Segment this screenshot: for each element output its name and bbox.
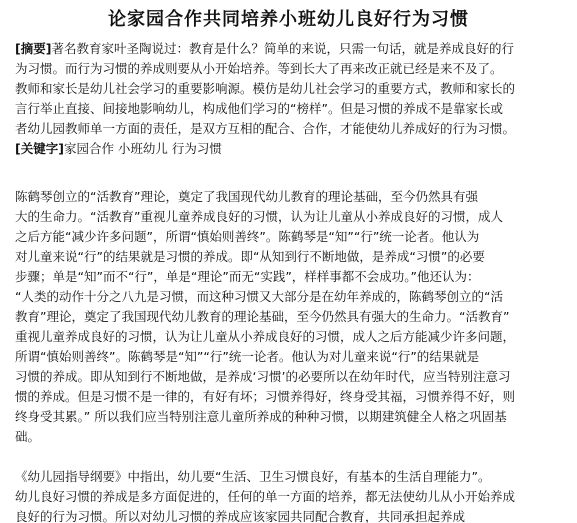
abstract-label: [摘要] (15, 41, 52, 56)
body-line: 步骤；单是“知”而不“行”，单是“理论”而无“实践”，样样事都不会成功。”他还认为： (15, 269, 480, 284)
body-line: 《幼儿园指导纲要》中指出，幼儿要“生活、卫生习惯良好，有基本的生活自理能力”。 (15, 469, 491, 484)
abstract-text: 著名教育家叶圣陶说过：教育是什么？简单的来说，只需一句话，就是养成良好的行 (51, 41, 514, 56)
body-line: 习惯的养成。即从知到行不断地做，是养成‘习惯’的必要所以在幼年时代，应当特别注意习 (15, 369, 511, 384)
body-line: 大的生命力。“活教育”重视儿童养成良好的习惯，认为让儿童从小养成良好的习惯，成人 (15, 209, 503, 224)
body-line: “人类的动作十分之八九是习惯，而这种习惯又大部分是在幼年养成的，陈鹤琴创立的“活 (15, 289, 503, 304)
abstract-line: 教师和家长是幼儿社会学习的重要影响源。模仿是幼儿社会学习的重要方式，教师和家长的 (15, 81, 516, 96)
body-line: 所谓“慎始则善终”。陈鹤琴是“知”“行”统一论者。他认为对儿童来说“行”的结果就是 (15, 349, 480, 364)
abstract-line (15, 40, 570, 58)
document-title: 论家园合作共同培养小班幼儿良好行为习惯 (108, 9, 469, 30)
abstract-line: 为习惯。而行为习惯的养成则要从小开始培养。等到长大了再来改正就已经是来不及了。 (15, 61, 503, 76)
keywords-line (15, 140, 570, 158)
body-line: 陈鹤琴创立的“活教育”理论，奠定了我国现代幼儿教育的理论基础，至今仍然具有强 (15, 189, 478, 204)
body-line: 良好的行为习惯。所以对幼儿习惯的养成应该家园共同配合教育，共同承担起养成 (15, 509, 466, 523)
keywords-label: [关键字] (15, 141, 64, 156)
body-line: 终身受其累。” 所以我们应当特别注意儿童所养成的种种习惯，以期建筑健全人格之巩固基 (15, 409, 507, 424)
body-line: 对儿童来说“行”的结果就是习惯的养成。即“从知到行不断地做，是养成“习惯”的必要 (15, 249, 485, 264)
body-line: 重视儿童养成良好的习惯，认为让儿童从小养成良好的习惯，成人之后方能减少许多问题， (15, 329, 516, 344)
body-line: 幼儿良好习惯的养成是多方面促进的，任何的单一方面的培养，都无法使幼儿从小开始养成 (15, 489, 516, 504)
body-line: 础。 (15, 429, 41, 444)
body-line: 惯的养成。但是习惯不是一律的，有好有坏；习惯养得好，终身受其福，习惯养得不好，则 (15, 389, 516, 404)
abstract-line: 者幼儿园教师单一方面的责任，是双方互相的配合、合作，才能使幼儿养成好的行为习惯。 (15, 121, 516, 136)
abstract-line: 言行举止直接、间接地影响幼儿，构成他们学习的“榜样”。但是习惯的养成不是靠家长或 (15, 101, 503, 116)
body-line: 教育”理论，奠定了我国现代幼儿教育的理论基础，至今仍然具有强大的生命力。“活教育” (15, 309, 510, 324)
keywords-text: 家园合作 小班幼儿 行为习惯 (63, 141, 222, 156)
body-line: 之后方能“减少许多问题”，所谓“慎始则善终”。陈鹤琴是“知”“行”统一论者。他认为 (15, 229, 480, 244)
body-line (15, 448, 570, 466)
